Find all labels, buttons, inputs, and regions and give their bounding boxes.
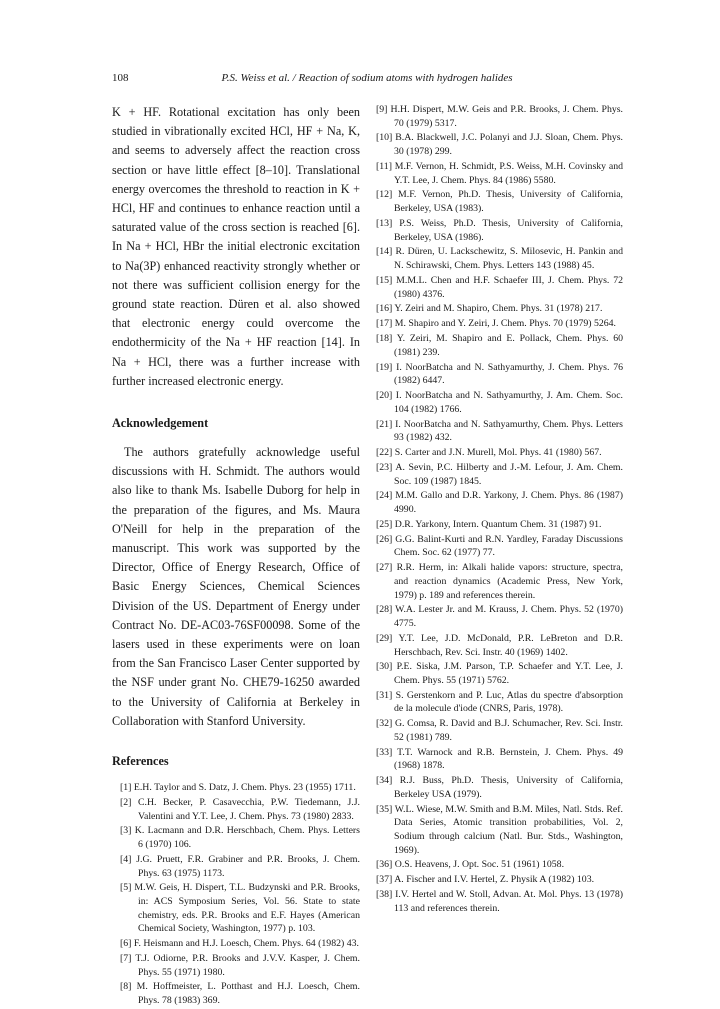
reference-item: [20] I. NoorBatcha and N. Sathyamurthy, J. Am. Chem. Soc. 104 (1982) 1766. bbox=[376, 390, 623, 415]
reference-item: [18] Y. Zeiri, M. Shapiro and E. Pollack, Chem. Phys. 60 (1981) 239. bbox=[376, 333, 623, 358]
reference-item: [33] T.T. Warnock and R.B. Bernstein, J. Chem. Phys. 49 (1968) 1878. bbox=[376, 746, 623, 772]
reference-item: [2] C.H. Becker, P. Casavecchia, P.W. Tiedemann, J.J. Valentini and Y.T. Lee, J. Chem. Phys. 73 (1980) 2833. bbox=[120, 796, 360, 822]
reference-item: [11] M.F. Vernon, H. Schmidt, P.S. Weiss, M.H. Covinsky and Y.T. Lee, J. Chem. Phys. 84 (1986) 5580. bbox=[376, 160, 623, 186]
reference-item: [32] G. Comsa, R. David and B.J. Schumacher, Rev. Sci. Instr. 52 (1981) 789. bbox=[376, 718, 623, 743]
reference-list-left bbox=[112, 781, 360, 1008]
reference-item: [4] J.G. Pruett, F.R. Grabiner and P.R. Brooks, J. Chem. Phys. 63 (1975) 1173. bbox=[120, 853, 360, 879]
reference-item: [27] R.R. Herm, in: Alkali halide vapors: structure, spectra, and reaction dynamics (Academic Press, New York, 1979) p. 189 and references therein. bbox=[376, 562, 623, 601]
left-column bbox=[112, 103, 360, 1009]
page-header bbox=[112, 72, 622, 88]
reference-item: [30] P.E. Siska, J.M. Parson, T.P. Schaefer and Y.T. Lee, J. Chem. Phys. 55 (1971) 5762. bbox=[376, 661, 623, 686]
reference-item: [15] M.M.L. Chen and H.F. Schaefer III, J. Chem. Phys. 72 (1980) 4376. bbox=[376, 274, 623, 300]
body-paragraph-continued: K + HF. Rotational excitation has only been studied in vibrationally excited HCl, HF + Na, K, and seems to adversely affect the reaction cross section or have little effect [8–10]. Translational energy overcomes the threshold to reaction in K + HCl, HF and continues to enhance reaction until a saturated value of the cross section is reached [6]. In Na + HCl, HBr the initial electronic excitation to Na(3P) enhanced reactivity strongly whether or not there was sufficient collision energy for the ground state reaction. Düren et al. also showed that electronic energy could overcome the endothermicity of the Na + HF reaction [14]. In Na + HCl, there was a further increase with further increased electronic energy. bbox=[112, 105, 360, 388]
reference-item: [16] Y. Zeiri and M. Shapiro, Chem. Phys. 31 (1978) 217. bbox=[376, 303, 603, 315]
reference-item: [19] I. NoorBatcha and N. Sathyamurthy, J. Chem. Phys. 76 (1982) 6447. bbox=[376, 361, 623, 387]
running-title: P.S. Weiss et al. / Reaction of sodium atoms with hydrogen halides bbox=[221, 72, 513, 84]
reference-item: [13] P.S. Weiss, Ph.D. Thesis, University of California, Berkeley, USA (1986). bbox=[376, 217, 623, 243]
reference-item: [35] W.L. Wiese, M.W. Smith and B.M. Miles, Natl. Stds. Ref. Data Series, Atomic transition probabilities, Vol. 2, Sodium through calcium (Natl. Bur. Stds., Washington, 1969). bbox=[376, 803, 623, 856]
reference-item: [10] B.A. Blackwell, J.C. Polanyi and J.J. Sloan, Chem. Phys. 30 (1978) 299. bbox=[376, 132, 623, 158]
reference-item: [6] F. Heismann and H.J. Loesch, Chem. Phys. 64 (1982) 43. bbox=[120, 938, 359, 950]
reference-item: [3] K. Lacmann and D.R. Herschbach, Chem. Phys. Letters 6 (1970) 106. bbox=[120, 825, 360, 851]
reference-item: [23] A. Sevin, P.C. Hilberty and J.-M. Lefour, J. Am. Chem. Soc. 109 (1987) 1845. bbox=[376, 462, 623, 487]
reference-item: [21] I. NoorBatcha and N. Sathyamurthy, Chem. Phys. Letters 93 (1982) 432. bbox=[376, 418, 623, 444]
acknowledgement-heading: Acknowledgement bbox=[112, 416, 209, 431]
reference-item: [14] R. Düren, U. Lackschewitz, S. Milosevic, H. Pankin and N. Schirawski, Chem. Phys. Letters 143 (1988) 45. bbox=[376, 246, 623, 272]
right-column bbox=[376, 103, 623, 917]
reference-item: [25] D.R. Yarkony, Intern. Quantum Chem. 31 (1987) 91. bbox=[376, 518, 602, 530]
reference-item: [5] M.W. Geis, H. Dispert, T.L. Budzynski and P.R. Brooks, in: ACS Symposium Series, Vol. 56. State to state chemistry, eds. P.R. Brooks and E.F. Hayes (American Chemical Society, Washington, 1977) p. 103. bbox=[120, 882, 360, 935]
reference-item: [12] M.F. Vernon, Ph.D. Thesis, University of California, Berkeley, USA (1983). bbox=[376, 189, 623, 215]
reference-item: [22] S. Carter and J.N. Murell, Mol. Phys. 41 (1980) 567. bbox=[376, 447, 602, 459]
reference-item: [26] G.G. Balint-Kurti and R.N. Yardley, Faraday Discussions Chem. Soc. 62 (1977) 77. bbox=[376, 533, 623, 559]
reference-item: [29] Y.T. Lee, J.D. McDonald, P.R. LeBreton and D.R. Herschbach, Rev. Sci. Instr. 40 (1969) 1402. bbox=[376, 632, 623, 658]
references-heading: References bbox=[112, 754, 169, 769]
reference-item: [17] M. Shapiro and Y. Zeiri, J. Chem. Phys. 70 (1979) 5264. bbox=[376, 318, 617, 330]
reference-item: [24] M.M. Gallo and D.R. Yarkony, J. Chem. Phys. 86 (1987) 4990. bbox=[376, 490, 623, 516]
reference-item: [36] O.S. Heavens, J. Opt. Soc. 51 (1961) 1058. bbox=[376, 859, 565, 871]
reference-item: [8] M. Hoffmeister, L. Potthast and H.J. Loesch, Chem. Phys. 78 (1983) 369. bbox=[120, 981, 360, 1007]
reference-item: [34] R.J. Buss, Ph.D. Thesis, University of California, Berkeley USA (1979). bbox=[376, 775, 623, 800]
reference-item: [37] A. Fischer and I.V. Hertel, Z. Physik A (1982) 103. bbox=[376, 874, 595, 886]
reference-item: [9] H.H. Dispert, M.W. Geis and P.R. Brooks, J. Chem. Phys. 70 (1979) 5317. bbox=[376, 104, 623, 129]
reference-item: [38] I.V. Hertel and W. Stoll, Advan. At. Mol. Phys. 13 (1978) 113 and references therein. bbox=[376, 889, 623, 914]
reference-list-right bbox=[376, 103, 623, 915]
page-number: 108 bbox=[112, 72, 129, 84]
reference-item: [7] T.J. Odiorne, P.R. Brooks and J.V.V. Kasper, J. Chem. Phys. 55 (1971) 1980. bbox=[120, 953, 360, 978]
acknowledgement-paragraph: The authors gratefully acknowledge useful discussions with H. Schmidt. The authors would also like to thank Ms. Isabelle Duborg for help in the preparation of the figures, and Ms. Maura O'Neill for help in the preparation of the manuscript. This work was supported by the Director, Office of Energy Research, Office of Basic Energy Sciences, Chemical Sciences Division of the US. Department of Energy under Contract No. DE-AC03-76SF00098. Some of the lasers used in these experiments were on loan from the San Francisco Laser Center supported by the NSF under grant No. CHE79-16250 awarded to the University of California at Berkeley in Collaboration with Stanford University. bbox=[112, 445, 360, 728]
reference-item: [28] W.A. Lester Jr. and M. Krauss, J. Chem. Phys. 52 (1970) 4775. bbox=[376, 604, 623, 630]
reference-item: [1] E.H. Taylor and S. Datz, J. Chem. Phys. 23 (1955) 1711. bbox=[120, 782, 356, 794]
reference-item: [31] S. Gerstenkorn and P. Luc, Atlas du spectre d'absorption de la molecule d'iode (CNRS, Paris, 1978). bbox=[376, 689, 623, 715]
